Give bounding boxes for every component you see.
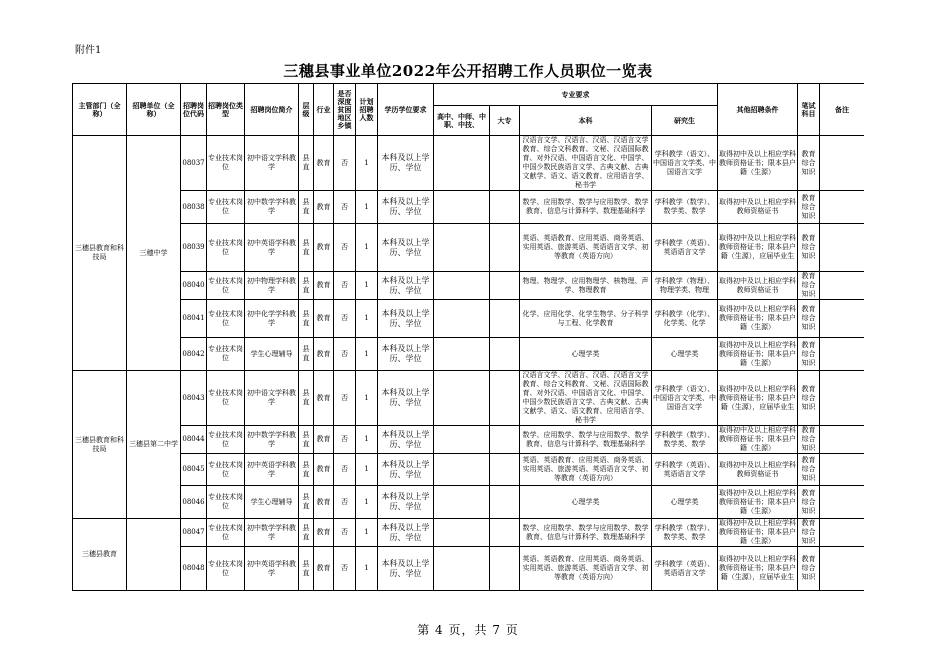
edu-cell: 本科及以上学历、学位 — [378, 191, 434, 224]
header-major-dz: 大专 — [490, 106, 520, 136]
major-yjs-cell: 学科教学（英语）、英语语言文学 — [652, 454, 718, 486]
attachment-label: 附件1 — [75, 45, 102, 56]
major-yjs-cell: 学科教学（化学）、化学类、化学 — [652, 300, 718, 338]
count-cell: 1 — [356, 300, 378, 338]
major-yjs-cell: 学科教学（数学）、数学类、数学 — [652, 426, 718, 454]
industry-cell: 教育 — [314, 486, 334, 519]
industry-cell: 教育 — [314, 272, 334, 300]
major-hs-cell — [434, 426, 490, 454]
code-cell: 08037 — [181, 136, 207, 191]
major-dz-cell — [490, 191, 520, 224]
industry-cell: 教育 — [314, 454, 334, 486]
level-cell: 县直 — [299, 224, 314, 272]
type-cell: 专业技术岗位 — [207, 519, 245, 547]
header-exam: 笔试科目 — [798, 84, 820, 136]
major-dz-cell — [490, 519, 520, 547]
major-bk-cell: 英语、英语教育、应用英语、商务英语、实用英语、旅游英语、英语语言文学、初等教育（英语方向） — [520, 547, 652, 591]
edu-cell: 本科及以上学历、学位 — [378, 426, 434, 454]
header-dept: 主管部门（全称） — [73, 84, 127, 136]
header-note: 备注 — [820, 84, 865, 136]
type-cell: 专业技术岗位 — [207, 547, 245, 591]
edu-cell: 本科及以上学历、学位 — [378, 519, 434, 547]
job-table — [72, 83, 864, 591]
page-title: 三穗县事业单位2022年公开招聘工作人员职位一览表 — [283, 62, 653, 80]
major-bk-cell: 数学、应用数学、数学与应用数学、数学教育、信息与计算科学、数理基础科学 — [520, 426, 652, 454]
edu-cell: 本科及以上学历、学位 — [378, 486, 434, 519]
industry-cell: 教育 — [314, 547, 334, 591]
exam-cell: 教育综合知识 — [798, 547, 820, 591]
level-cell: 县直 — [299, 519, 314, 547]
exam-cell: 教育综合知识 — [798, 191, 820, 224]
poor-cell: 否 — [334, 224, 356, 272]
header-poor: 是否深度贫困地区乡镇 — [334, 84, 356, 136]
poor-cell: 否 — [334, 191, 356, 224]
major-yjs-cell: 心理学类 — [652, 338, 718, 371]
note-cell — [820, 519, 865, 547]
header-level: 层级 — [299, 84, 314, 136]
type-cell: 专业技术岗位 — [207, 338, 245, 371]
level-cell: 县直 — [299, 547, 314, 591]
table-row — [73, 136, 865, 191]
edu-cell: 本科及以上学历、学位 — [378, 371, 434, 426]
edu-cell: 本科及以上学历、学位 — [378, 338, 434, 371]
major-hs-cell — [434, 519, 490, 547]
intro-cell: 初中化学学科教学 — [245, 300, 299, 338]
major-bk-cell: 化学、应用化学、化学生物学、分子科学与工程、化学教育 — [520, 300, 652, 338]
major-dz-cell — [490, 486, 520, 519]
industry-cell: 教育 — [314, 338, 334, 371]
major-bk-cell: 汉语言文学、汉语言、汉语、汉语言文学教育、综合文科教育、文秘、汉语国际教育、对外汉语、中国语言文化、中国学、中国少数民族语言文学、古典文献、古典文献学、语文、语文教育、应用语言学、秘书学 — [520, 136, 652, 191]
note-cell — [820, 426, 865, 454]
industry-cell: 教育 — [314, 300, 334, 338]
other-cell: 取得初中及以上相应学科教师资格证书；限本县户籍（生源），应届毕业生 — [718, 371, 798, 426]
note-cell — [820, 300, 865, 338]
major-hs-cell — [434, 136, 490, 191]
exam-cell: 教育综合知识 — [798, 338, 820, 371]
type-cell: 专业技术岗位 — [207, 136, 245, 191]
poor-cell: 否 — [334, 426, 356, 454]
table-row — [73, 300, 865, 338]
major-dz-cell — [490, 454, 520, 486]
header-intro: 招聘岗位简介 — [245, 84, 299, 136]
table-row — [73, 371, 865, 426]
other-cell: 取得初中及以上相应学科教师资格证书；限本县户籍（生源） — [718, 136, 798, 191]
type-cell: 专业技术岗位 — [207, 371, 245, 426]
major-dz-cell — [490, 136, 520, 191]
level-cell: 县直 — [299, 272, 314, 300]
table-row — [73, 426, 865, 454]
level-cell: 县直 — [299, 191, 314, 224]
major-bk-cell: 心理学类 — [520, 338, 652, 371]
exam-cell: 教育综合知识 — [798, 454, 820, 486]
header-count: 计划招聘人数 — [356, 84, 378, 136]
poor-cell: 否 — [334, 136, 356, 191]
major-yjs-cell: 学科教学（英语）、英语语言文学 — [652, 224, 718, 272]
major-hs-cell — [434, 338, 490, 371]
count-cell: 1 — [356, 454, 378, 486]
major-bk-cell: 物理、物理学、应用物理学、核物理、声学、物理教育 — [520, 272, 652, 300]
table-row — [73, 486, 865, 519]
other-cell: 取得初中及以上相应学科教师资格证书；限本县户籍（生源），应届毕业生 — [718, 547, 798, 591]
major-dz-cell — [490, 224, 520, 272]
other-cell: 取得初中及以上相应学科教师资格证书 — [718, 191, 798, 224]
other-cell: 取得初中及以上相应学科教师资格证书 — [718, 454, 798, 486]
major-yjs-cell: 学科教学（数学）、数学类、数学 — [652, 519, 718, 547]
other-cell: 取得初中及以上相应学科教师资格证书；限本县户籍（生源），应届毕业生 — [718, 224, 798, 272]
note-cell — [820, 454, 865, 486]
header-unit: 招聘单位（全称） — [127, 84, 181, 136]
major-yjs-cell: 学科教学（语文）、中国语言文学类、中国语言文学 — [652, 136, 718, 191]
table-row — [73, 224, 865, 272]
header-other: 其他招聘条件 — [718, 84, 798, 136]
major-yjs-cell: 学科教学（数学）、数学类、数学 — [652, 191, 718, 224]
intro-cell: 学生心理辅导 — [245, 486, 299, 519]
major-hs-cell — [434, 371, 490, 426]
poor-cell: 否 — [334, 454, 356, 486]
poor-cell: 否 — [334, 371, 356, 426]
header-major-bk: 本科 — [520, 106, 652, 136]
code-cell: 08044 — [181, 426, 207, 454]
major-bk-cell: 心理学类 — [520, 486, 652, 519]
exam-cell: 教育综合知识 — [798, 426, 820, 454]
major-dz-cell — [490, 272, 520, 300]
level-cell: 县直 — [299, 136, 314, 191]
major-hs-cell — [434, 224, 490, 272]
code-cell: 08043 — [181, 371, 207, 426]
edu-cell: 本科及以上学历、学位 — [378, 136, 434, 191]
exam-cell: 教育综合知识 — [798, 224, 820, 272]
note-cell — [820, 136, 865, 191]
level-cell: 县直 — [299, 454, 314, 486]
level-cell: 县直 — [299, 300, 314, 338]
type-cell: 专业技术岗位 — [207, 454, 245, 486]
header-major-hs: 高中、中师、中职、中技、 — [434, 106, 490, 136]
industry-cell: 教育 — [314, 519, 334, 547]
count-cell: 1 — [356, 519, 378, 547]
industry-cell: 教育 — [314, 426, 334, 454]
poor-cell: 否 — [334, 519, 356, 547]
major-bk-cell: 数学、应用数学、数学与应用数学、数学教育、信息与计算科学、数理基础科学 — [520, 519, 652, 547]
header-code: 招聘岗位代码 — [181, 84, 207, 136]
major-yjs-cell: 学科教学（物理）、物理学类、物理 — [652, 272, 718, 300]
major-yjs-cell: 心理学类 — [652, 486, 718, 519]
intro-cell: 初中英语学科教学 — [245, 454, 299, 486]
count-cell: 1 — [356, 371, 378, 426]
table-row — [73, 338, 865, 371]
major-bk-cell: 汉语言文学、汉语言、汉语、汉语言文学教育、综合文科教育、文秘、汉语国际教育、对外汉语、中国语言文化、中国学、中国少数民族语言文学、古典文献、古典文献学、语文、语文教育、应用语言学、秘书学 — [520, 371, 652, 426]
count-cell: 1 — [356, 338, 378, 371]
exam-cell: 教育综合知识 — [798, 519, 820, 547]
edu-cell: 本科及以上学历、学位 — [378, 272, 434, 300]
edu-cell: 本科及以上学历、学位 — [378, 454, 434, 486]
dept-cell: 三穗县教育和科技局 — [73, 371, 127, 519]
note-cell — [820, 224, 865, 272]
header-major-yjs: 研究生 — [652, 106, 718, 136]
edu-cell: 本科及以上学历、学位 — [378, 547, 434, 591]
note-cell — [820, 486, 865, 519]
edu-cell: 本科及以上学历、学位 — [378, 224, 434, 272]
code-cell: 08038 — [181, 191, 207, 224]
industry-cell: 教育 — [314, 371, 334, 426]
poor-cell: 否 — [334, 300, 356, 338]
major-yjs-cell: 学科教学（英语）、英语语言文学 — [652, 547, 718, 591]
level-cell: 县直 — [299, 426, 314, 454]
table-row — [73, 191, 865, 224]
industry-cell: 教育 — [314, 136, 334, 191]
intro-cell: 初中数学学科教学 — [245, 519, 299, 547]
major-hs-cell — [434, 486, 490, 519]
job-table-container — [72, 83, 864, 596]
intro-cell: 初中数学学科教学 — [245, 426, 299, 454]
code-cell: 08042 — [181, 338, 207, 371]
major-hs-cell — [434, 300, 490, 338]
other-cell: 取得初中及以上相应学科教师资格证书 — [718, 272, 798, 300]
industry-cell: 教育 — [314, 191, 334, 224]
exam-cell: 教育综合知识 — [798, 136, 820, 191]
major-dz-cell — [490, 300, 520, 338]
note-cell — [820, 338, 865, 371]
type-cell: 专业技术岗位 — [207, 191, 245, 224]
major-hs-cell — [434, 191, 490, 224]
header-edu: 学历学位要求 — [378, 84, 434, 136]
major-dz-cell — [490, 426, 520, 454]
major-dz-cell — [490, 371, 520, 426]
major-hs-cell — [434, 454, 490, 486]
major-dz-cell — [490, 547, 520, 591]
code-cell: 08045 — [181, 454, 207, 486]
intro-cell: 初中语文学科教学 — [245, 136, 299, 191]
dept-cell: 三穗县教育和科技局 — [73, 136, 127, 371]
other-cell: 取得初中及以上相应学科教师资格证书；限本县户籍（生源） — [719, 426, 796, 452]
code-cell: 08046 — [181, 486, 207, 519]
header-industry: 行业 — [314, 84, 334, 136]
level-cell: 县直 — [299, 371, 314, 426]
header-type: 招聘岗位类型 — [207, 84, 245, 136]
code-cell: 08040 — [181, 272, 207, 300]
count-cell: 1 — [356, 136, 378, 191]
other-cell: 取得初中及以上相应学科教师资格证书；限本县户籍（生源） — [718, 300, 798, 338]
note-cell — [820, 547, 865, 591]
table-row — [73, 454, 865, 486]
dept-cell: 三穗县教育 — [73, 519, 127, 591]
count-cell: 1 — [356, 426, 378, 454]
major-bk-cell: 数学、应用数学、数学与应用数学、数学教育、信息与计算科学、数理基础科学 — [520, 191, 652, 224]
count-cell: 1 — [356, 486, 378, 519]
note-cell — [820, 371, 865, 426]
type-cell: 专业技术岗位 — [207, 272, 245, 300]
table-row — [73, 519, 865, 547]
poor-cell: 否 — [334, 547, 356, 591]
major-dz-cell — [490, 338, 520, 371]
intro-cell: 学生心理辅导 — [245, 338, 299, 371]
other-cell: 取得初中及以上相应学科教师资格证书；限本县户籍（生源） — [719, 519, 796, 545]
unit-cell: 三穗县第二中学 — [127, 371, 181, 519]
edu-cell: 本科及以上学历、学位 — [378, 300, 434, 338]
code-cell: 08041 — [181, 300, 207, 338]
count-cell: 1 — [356, 191, 378, 224]
major-bk-cell: 英语、英语教育、应用英语、商务英语、实用英语、旅游英语、英语语言文学、初等教育（英语方向） — [520, 224, 652, 272]
code-cell: 08047 — [181, 519, 207, 547]
code-cell: 08048 — [181, 547, 207, 591]
exam-cell: 教育综合知识 — [798, 300, 820, 338]
note-cell — [820, 272, 865, 300]
intro-cell: 初中英语学科教学 — [245, 224, 299, 272]
poor-cell: 否 — [334, 486, 356, 519]
level-cell: 县直 — [299, 338, 314, 371]
poor-cell: 否 — [334, 338, 356, 371]
table-row — [73, 272, 865, 300]
count-cell: 1 — [356, 224, 378, 272]
unit-cell: 三穗中学 — [127, 136, 181, 371]
type-cell: 专业技术岗位 — [207, 486, 245, 519]
other-cell: 取得初中及以上相应学科教师资格证书；限本县户籍（生源） — [718, 486, 798, 519]
intro-cell: 初中数学学科教学 — [245, 191, 299, 224]
page-footer: 第 4 页，共 7 页 — [417, 623, 519, 637]
level-cell: 县直 — [299, 486, 314, 519]
intro-cell: 初中英语学科教学 — [245, 547, 299, 591]
exam-cell: 教育综合知识 — [798, 371, 820, 426]
major-hs-cell — [434, 547, 490, 591]
count-cell: 1 — [356, 272, 378, 300]
intro-cell: 初中物理学科教学 — [245, 272, 299, 300]
type-cell: 专业技术岗位 — [207, 300, 245, 338]
other-cell: 取得初中及以上相应学科教师资格证书；限本县户籍（生源） — [718, 338, 798, 371]
type-cell: 专业技术岗位 — [207, 224, 245, 272]
type-cell: 专业技术岗位 — [207, 426, 245, 454]
exam-cell: 教育综合知识 — [798, 486, 820, 519]
table-row — [73, 547, 865, 591]
major-bk-cell: 英语、英语教育、应用英语、商务英语、实用英语、旅游英语、英语语言文学、初等教育（英语方向） — [520, 454, 652, 486]
header-major: 专业要求 — [434, 84, 718, 106]
code-cell: 08039 — [181, 224, 207, 272]
unit-cell — [127, 519, 181, 591]
note-cell — [820, 191, 865, 224]
intro-cell: 初中语文学科教学 — [245, 371, 299, 426]
major-yjs-cell: 学科教学（语文）、中国语言文学类、中国语言文学 — [652, 371, 718, 426]
exam-cell: 教育综合知识 — [798, 272, 820, 300]
major-hs-cell — [434, 272, 490, 300]
count-cell: 1 — [356, 547, 378, 591]
poor-cell: 否 — [334, 272, 356, 300]
industry-cell: 教育 — [314, 224, 334, 272]
